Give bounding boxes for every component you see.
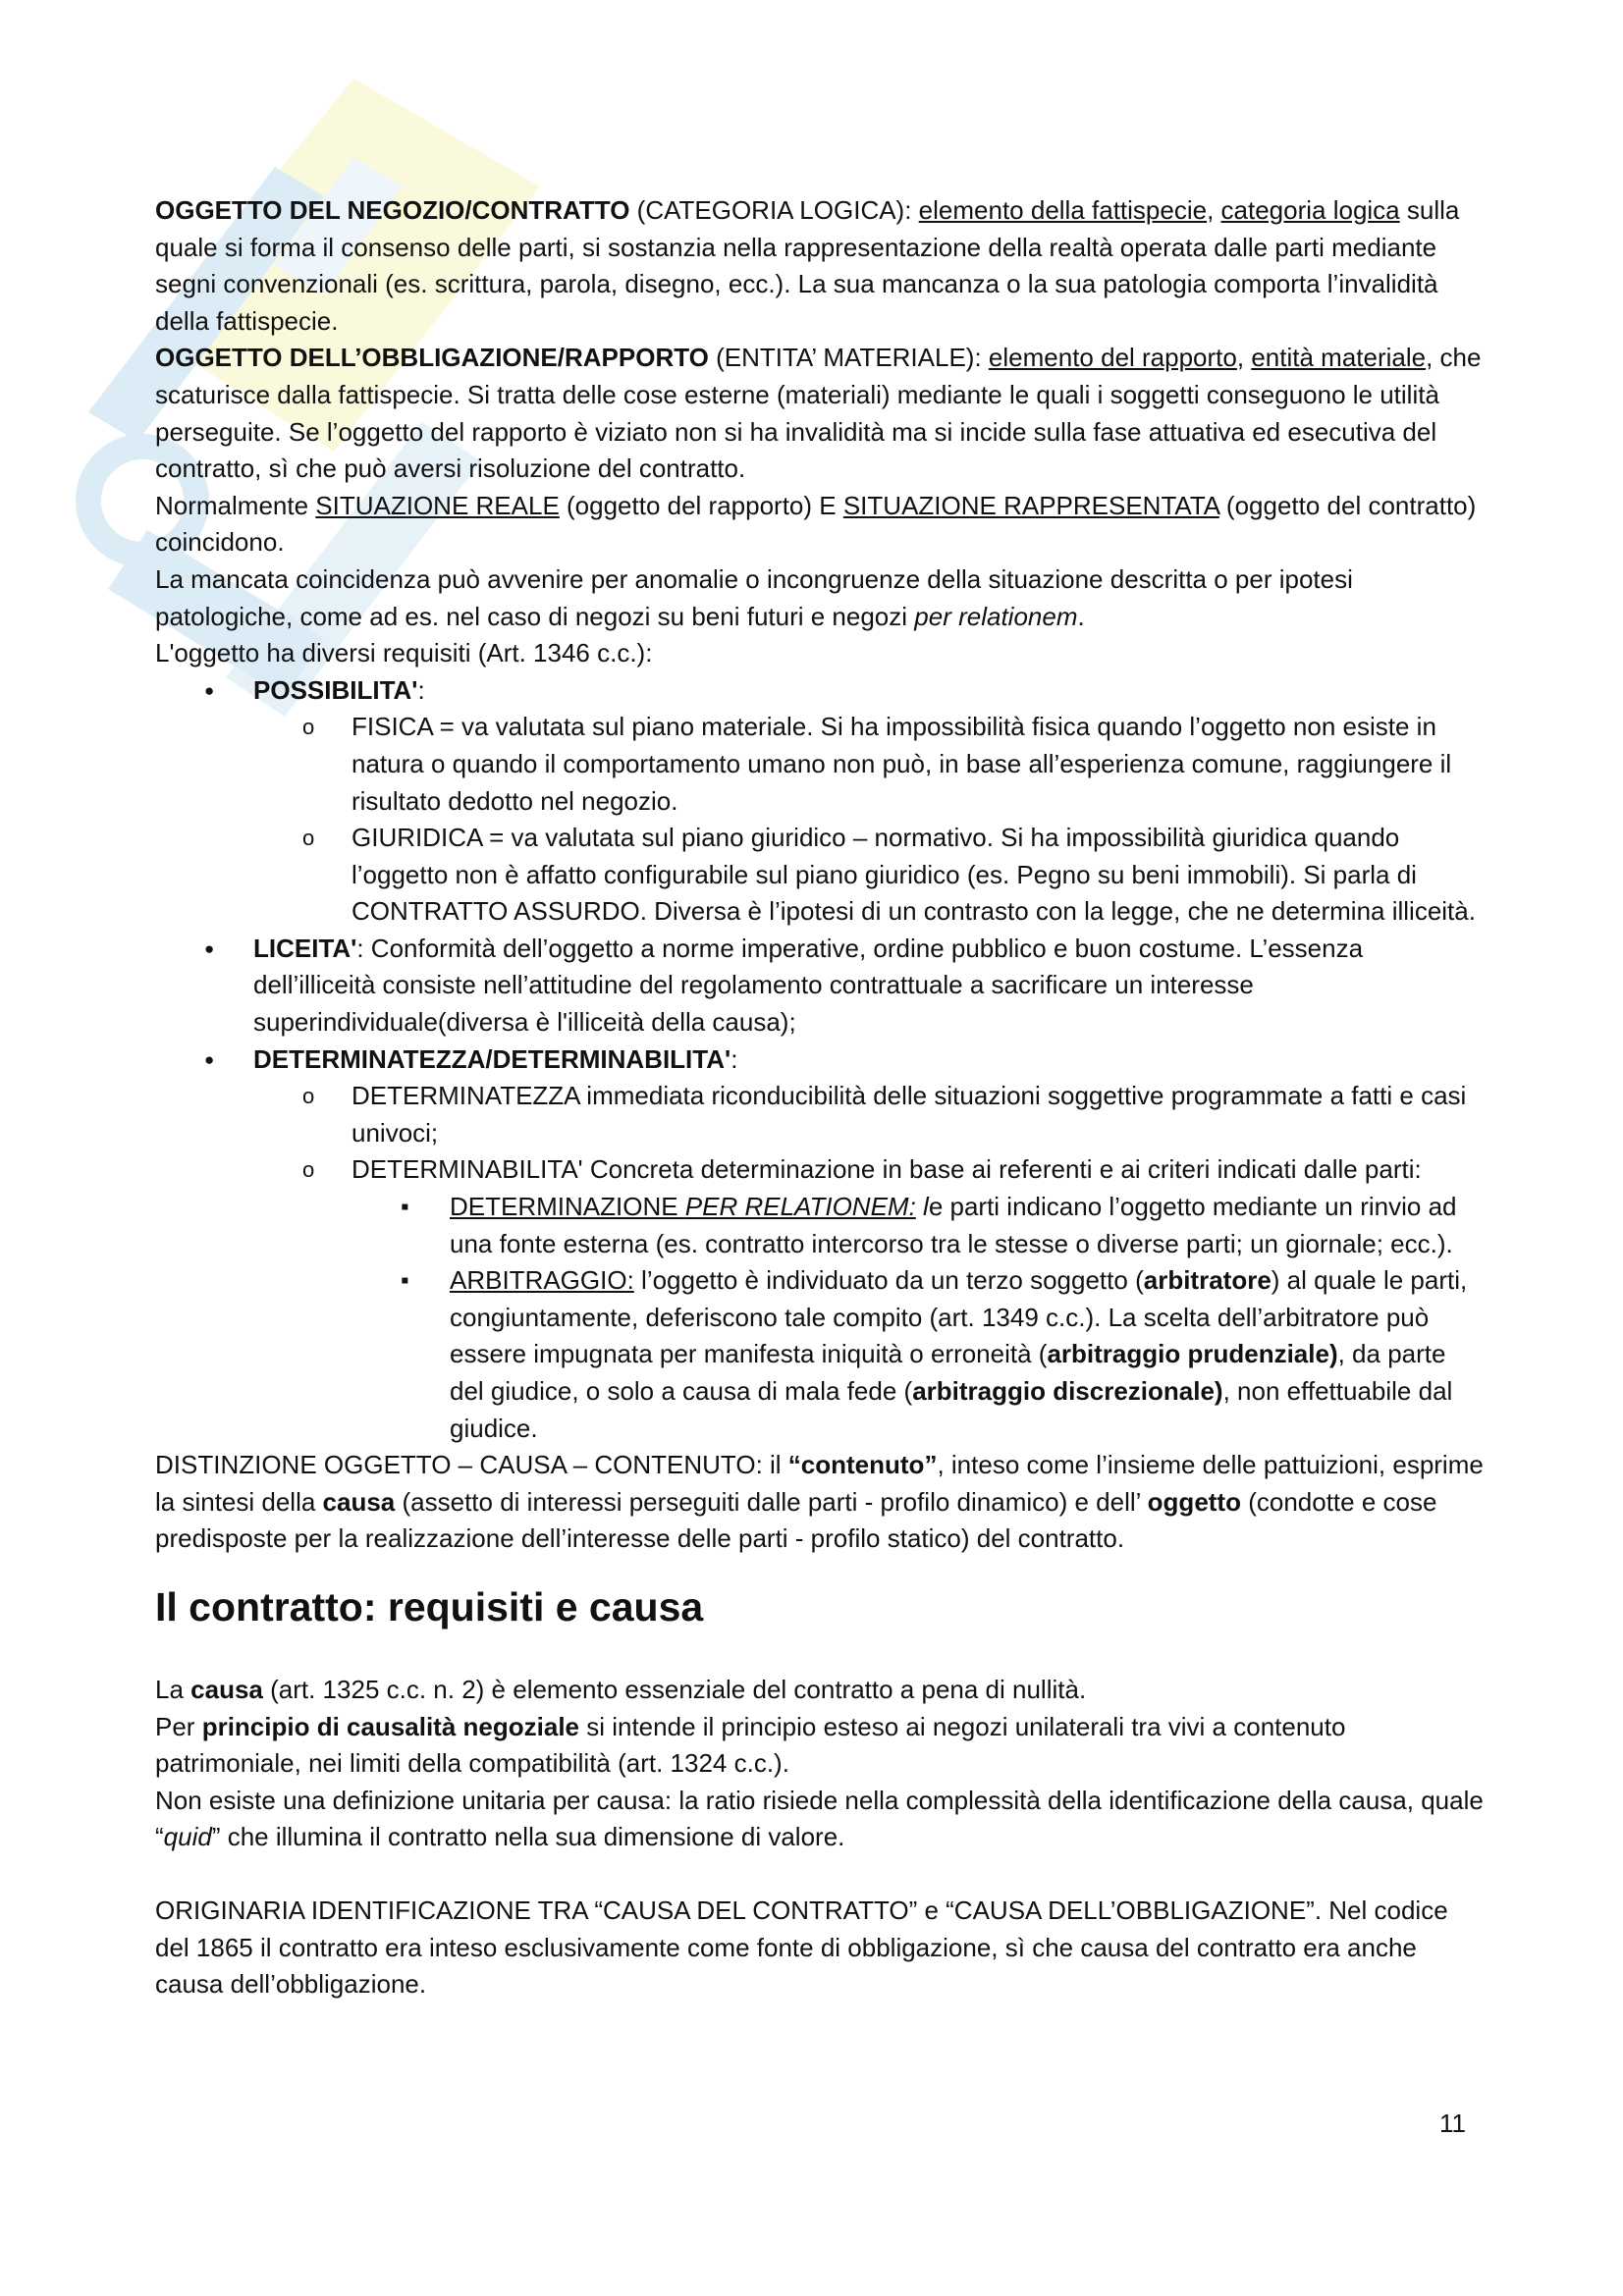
text: (ENTITA’ MATERIALE): xyxy=(708,343,989,373)
underlined-text: ARBITRAGGIO: xyxy=(450,1265,634,1296)
text: , xyxy=(1236,343,1252,373)
underlined-text: DETERMINAZIONE xyxy=(450,1192,685,1222)
underlined-text: elemento del rapporto xyxy=(988,343,1237,373)
text: l’oggetto è individuato da un terzo soggetto ( xyxy=(633,1265,1144,1296)
underlined-text: categoria logica xyxy=(1220,195,1400,225)
italic-text: quid xyxy=(163,1822,212,1852)
text: (condotte e cose predisposte per la realizzazione dell’interesse delle parti - profilo statico) del contratto. xyxy=(155,1486,1437,1554)
text: ) al quale le parti, congiuntamente, deferiscono tale compito (art. 1349 c.c.). La scelta dell’arbitratore può essere impugnata per manifesta iniquità o erroneità ( xyxy=(450,1265,1468,1369)
bold-text: causa xyxy=(322,1486,396,1517)
term-oggetto-negozio: OGGETTO DEL NEGOZIO/CONTRATTO xyxy=(155,195,630,225)
underlined-text: elemento della fattispecie xyxy=(918,195,1208,225)
paragraph-situazione xyxy=(155,488,1486,561)
page-number: 11 xyxy=(1439,2109,1466,2138)
text: , non effettuabile dal giudice. xyxy=(450,1376,1453,1443)
text: (CATEGORIA LOGICA): xyxy=(629,195,919,225)
paragraph-definizione-causa xyxy=(155,1783,1486,1856)
list-item-possibilita xyxy=(155,672,1486,931)
text: , da parte del giudice, o solo a causa di mala fede ( xyxy=(450,1339,1446,1406)
underlined-text: entità materiale xyxy=(1251,343,1427,373)
list-item-arbitraggio xyxy=(352,1262,1486,1447)
underlined-text: SITUAZIONE RAPPRESENTATA xyxy=(842,490,1219,520)
underlined-text: SITUAZIONE REALE xyxy=(315,490,560,520)
bold-text: oggetto xyxy=(1147,1486,1241,1517)
text: (art. 1325 c.c. n. 2) è elemento essenziale del contratto a pena di nullità. xyxy=(262,1674,1087,1704)
list-item-fisica: o FISICA = va valutata sul piano materiale. Si ha impossibilità fisica quando l’oggetto non esiste in natura o quando il comportamento umano non può, in base all’esperienza comune, raggiungere il risultato dedotto nel negozio. xyxy=(253,709,1486,820)
text: : xyxy=(417,674,425,705)
paragraph-distinzione xyxy=(155,1447,1486,1558)
text: ” che illumina il contratto nella sua dimensione di valore. xyxy=(211,1822,845,1852)
text: : Conformità dell’oggetto a norme imperative, ordine pubblico e buon costume. L’essenza dell’illiceità consiste nell’attitudine del regolamento contrattuale a sacrificare un interesse superindividuale(diversa è l'illiceità della causa); xyxy=(253,933,1364,1038)
section-heading: Il contratto: requisiti e causa xyxy=(155,1583,704,1629)
text: , che scaturisce dalla fattispecie. Si tratta delle cose esterne (materiali) mediante le quali i soggetti conseguono le utilità perseguite. Se l’oggetto del rapporto è viziato non si ha invalidità ma si incide sulla fase attuativa ed esecutiva del contratto, sì che può aversi risoluzione del contratto. xyxy=(155,343,1482,484)
text: DETERMINABILITA' Concreta determinazione in base ai referenti e ai criteri indicati dalle parti: xyxy=(352,1154,1422,1185)
bold-text: “contenuto” xyxy=(787,1450,938,1480)
text: : xyxy=(730,1043,738,1074)
bold-text: principio di causalità negoziale xyxy=(201,1711,579,1741)
underlined-italic-text: PER RELATIONEM: xyxy=(684,1192,916,1222)
requirement-label: POSSIBILITA' xyxy=(253,674,418,705)
text: , xyxy=(1207,195,1221,225)
list-item-per-relationem xyxy=(352,1189,1486,1262)
spacer xyxy=(155,1856,1486,1893)
italic-text: l xyxy=(915,1192,929,1222)
text: . xyxy=(1077,601,1085,631)
document-body xyxy=(155,192,1486,2003)
bold-text: arbitraggio discrezionale) xyxy=(912,1376,1223,1406)
sublist-determinatezza xyxy=(253,1078,1486,1447)
text: La xyxy=(155,1674,191,1704)
list-item-giuridica: o GIURIDICA = va valutata sul piano giuridico – normativo. Si ha impossibilità giuridica quando l’oggetto non è affatto configurabile sul piano giuridico (es. Pegno su beni immobili). Si parla di CONTRATTO ASSURDO. Diversa è l’ipotesi di un contrasto con la legge, che ne determina illiceità. xyxy=(253,820,1486,931)
italic-text: per relationem xyxy=(914,601,1078,631)
requirement-label: DETERMINATEZZA/DETERMINABILITA' xyxy=(253,1043,731,1074)
text: Per xyxy=(155,1711,202,1741)
paragraph-principio-causalita xyxy=(155,1709,1486,1783)
list-item-determinatezza xyxy=(155,1041,1486,1448)
paragraph-causa xyxy=(155,1672,1486,1709)
requirement-label: LICEITA' xyxy=(253,933,357,963)
text: sulla quale si forma il consenso delle parti, si sostanzia nella rappresentazione della realtà operata dalle parti mediante segni convenzionali (es. scrittura, parola, disegno, ecc.). La sua mancanza o la sua patologia comporta l’invalidità della fattispecie. xyxy=(155,195,1460,336)
text: (assetto di interessi perseguiti dalle parti - profilo dinamico) e dell’ xyxy=(395,1486,1148,1517)
sublist-determinabilita xyxy=(352,1189,1486,1447)
paragraph-requisiti-intro: L'oggetto ha diversi requisiti (Art. 1346 c.c.): xyxy=(155,638,653,668)
text: La mancata coincidenza può avvenire per anomalie o incongruenze della situazione descritta o per ipotesi patologiche, come ad es. nel caso di negozi su beni futuri e negozi xyxy=(155,563,1353,631)
bold-text: arbitraggio prudenziale) xyxy=(1047,1339,1338,1369)
term-oggetto-obbligazione: OGGETTO DELL’OBBLIGAZIONE/RAPPORTO xyxy=(155,343,709,373)
paragraph-originaria-identificazione: ORIGINARIA IDENTIFICAZIONE TRA “CAUSA DEL CONTRATTO” e “CAUSA DELL’OBBLIGAZIONE”. Nel codice del 1865 il contratto era inteso esclusivamente come fonte di obbligazione, sì che causa del contratto era anche causa dell’obbligazione. xyxy=(155,1895,1448,2000)
text: (oggetto del rapporto) E xyxy=(559,490,843,520)
bold-text: arbitratore xyxy=(1143,1265,1271,1296)
requirements-list xyxy=(155,672,1486,1447)
paragraph-oggetto-negozio xyxy=(155,192,1486,340)
text: Normalmente xyxy=(155,490,316,520)
paragraph-oggetto-obbligazione xyxy=(155,340,1486,487)
text: e parti indicano l’oggetto mediante un rinvio ad una fonte esterna (es. contratto intercorso tra le stesse o diverse parti; un giornale; ecc.). xyxy=(450,1192,1457,1258)
list-item-determinatezza-def: o DETERMINATEZZA immediata riconducibilità delle situazioni soggettive programmate a fatti e casi univoci; xyxy=(253,1078,1486,1151)
text: (oggetto del contratto) coincidono. xyxy=(155,490,1477,558)
text: Non esiste una definizione unitaria per causa: la ratio risiede nella complessità della identificazione della causa, quale “ xyxy=(155,1785,1484,1852)
list-item-liceita xyxy=(155,931,1486,1041)
paragraph-mancata-coincidenza xyxy=(155,561,1486,635)
text: , inteso come l’insieme delle pattuizioni, esprime la sintesi della xyxy=(155,1450,1484,1517)
sublist-possibilita xyxy=(253,709,1486,931)
bold-text: causa xyxy=(190,1674,263,1704)
text: si intende il principio esteso ai negozi unilaterali tra vivi a contenuto patrimoniale, nei limiti della compatibilità (art. 1324 c.c.). xyxy=(155,1711,1346,1779)
text: DISTINZIONE OGGETTO – CAUSA – CONTENUTO: il xyxy=(155,1450,788,1480)
list-item-determinabilita xyxy=(253,1151,1486,1447)
